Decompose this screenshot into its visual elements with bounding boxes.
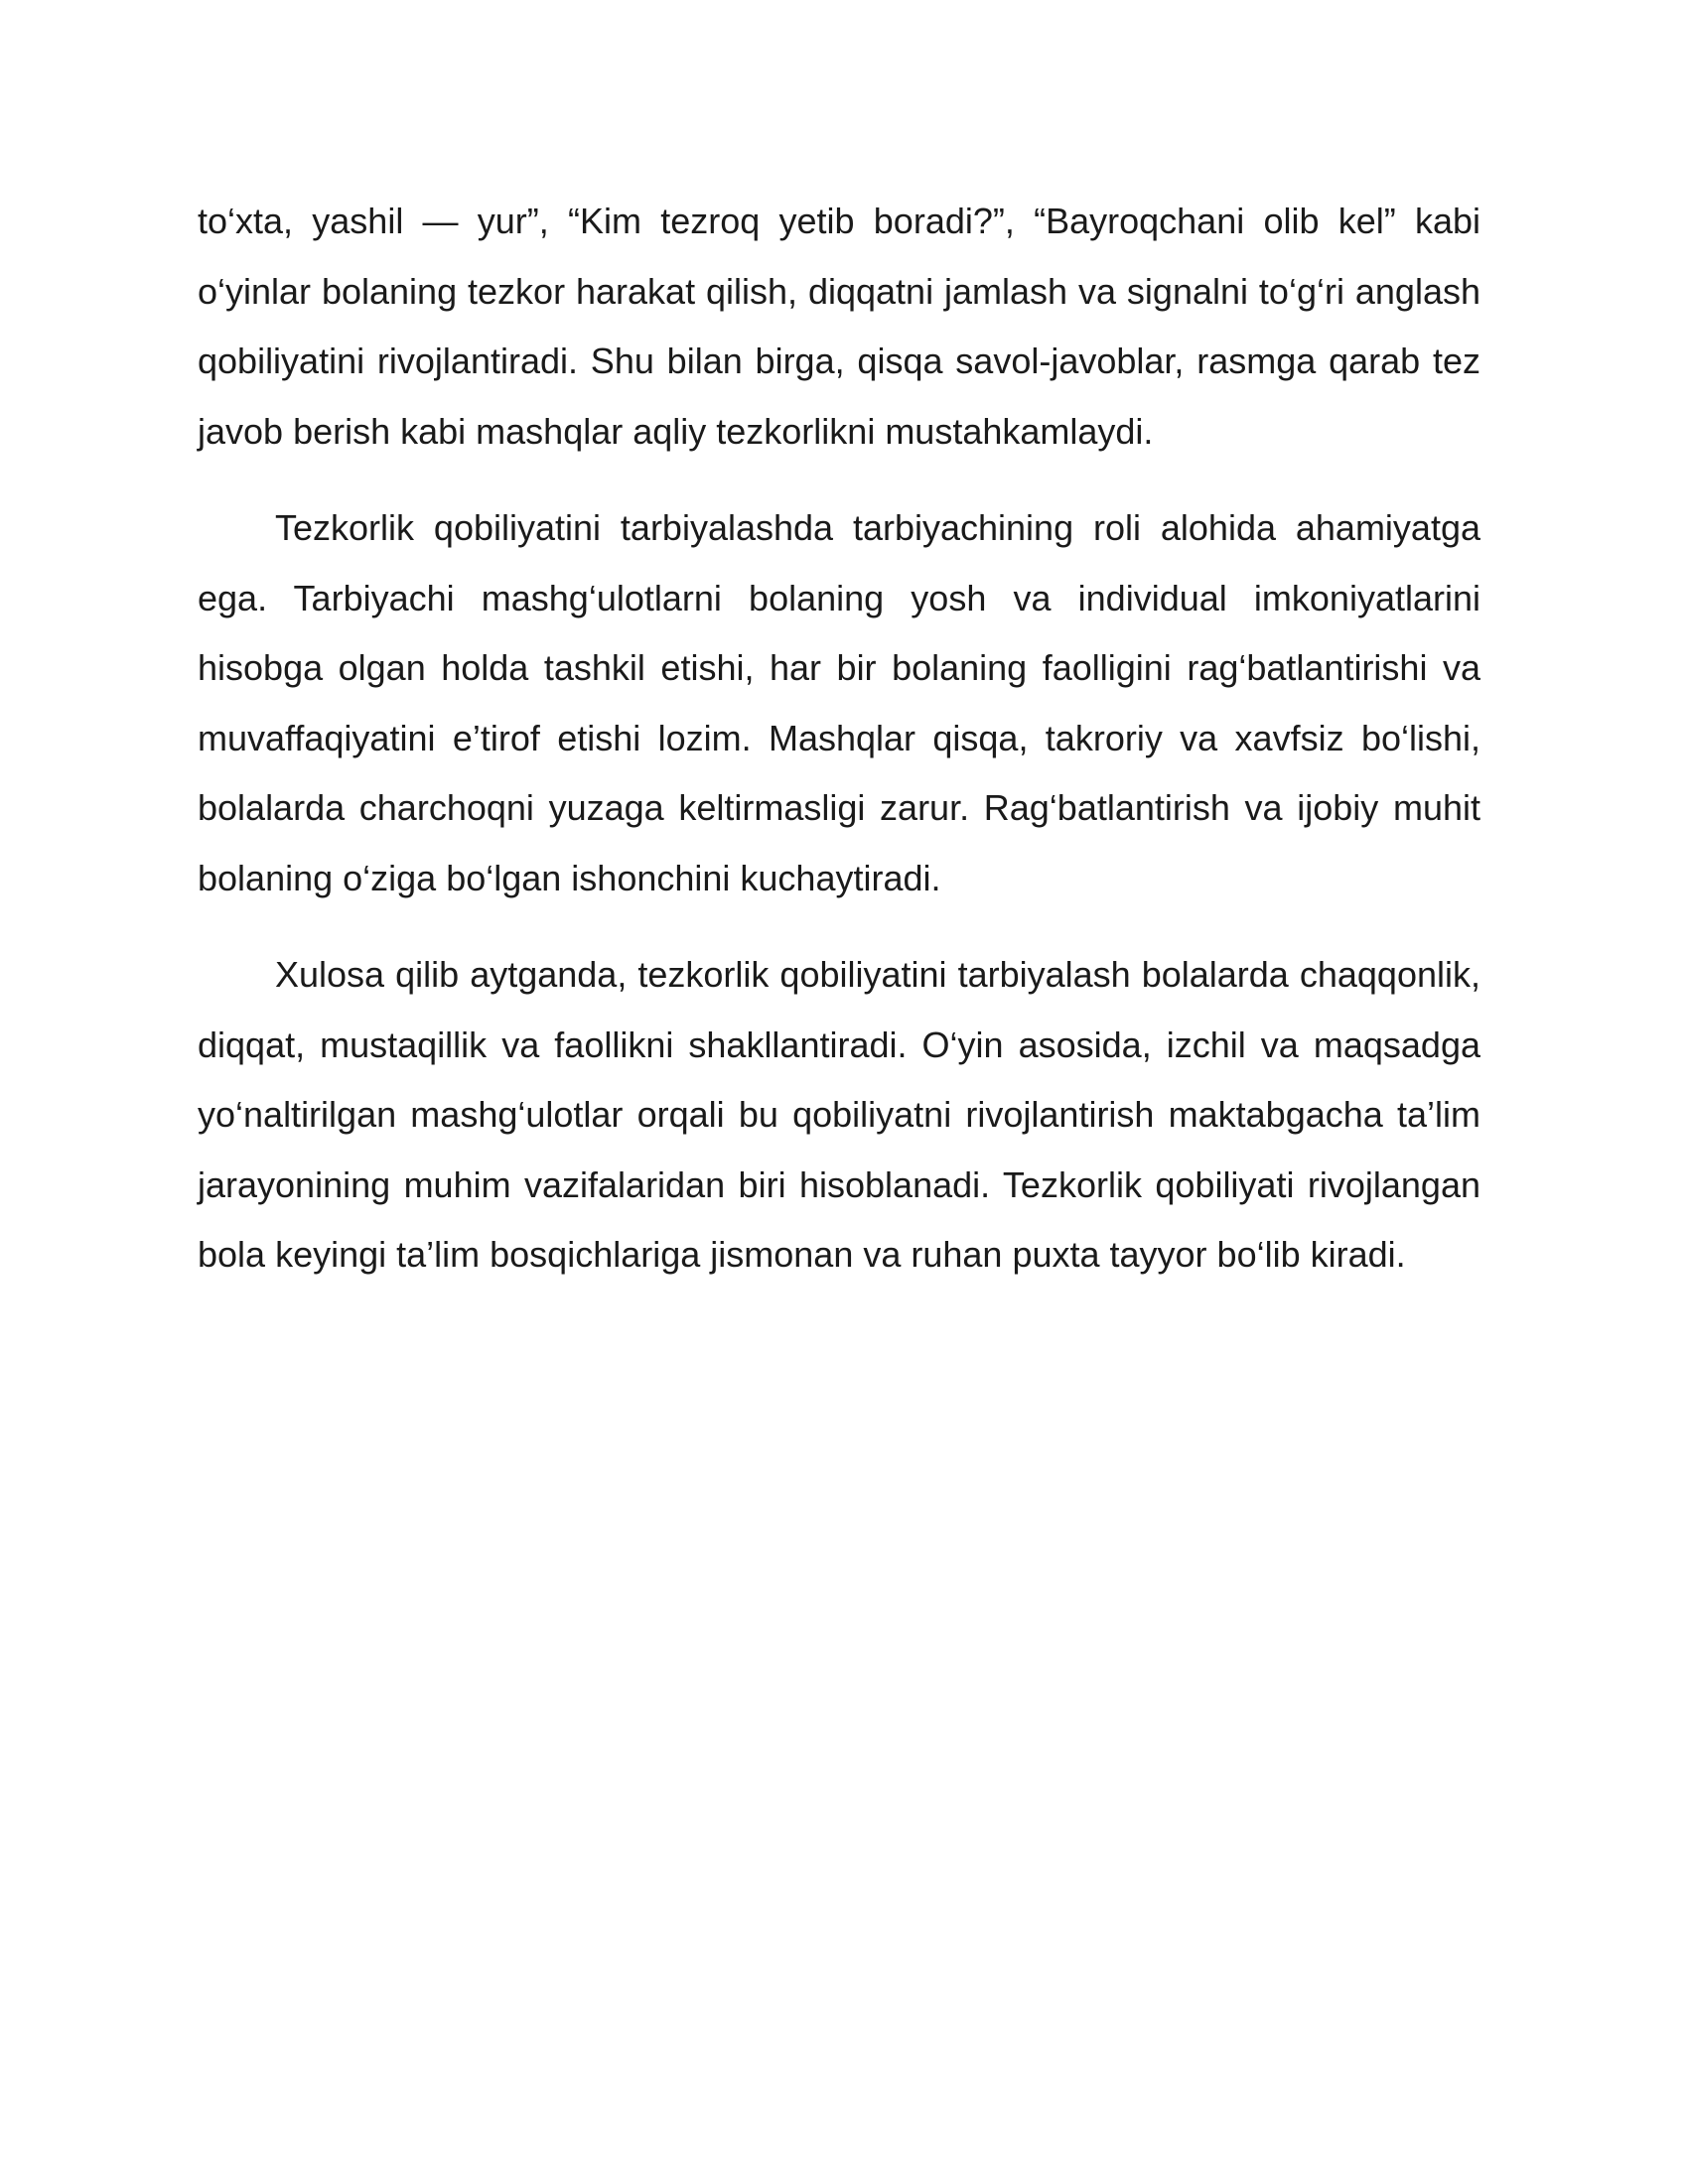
paragraph-continuation: to‘xta, yashil — yur”, “Kim tezroq yetib boradi?”, “Bayroqchani olib kel” kabi o‘yinlar bolaning tezkor harakat qilish, diqqatni jamlash va signalni to‘g‘ri anglash qobiliyatini rivojlantiradi. Shu bilan birga, qisqa savol-javoblar, rasmga qarab tez javob berish kabi mashqlar aqliy tezkorlikni mustahkamlaydi.: [198, 201, 1480, 452]
paragraph-conclusion: Xulosa qilib aytganda, tezkorlik qobiliyatini tarbiyalash bolalarda chaqqonlik, diqqat, mustaqillik va faollikni shakllantiradi. O‘yin asosida, izchil va maqsadga yo‘naltirilgan mashg‘ulotlar orqali bu qobiliyatni rivojlantirish maktabgacha ta’lim jarayonining muhim vazifalaridan biri hisoblanadi. Tezkorlik qobiliyati rivojlangan bola keyingi ta’lim bosqichlariga jismonan va ruhan puxta tayyor bo‘lib kiradi.: [198, 954, 1480, 1275]
paragraph-tarbiyachi-role: Tezkorlik qobiliyatini tarbiyalashda tarbiyachining roli alohida ahamiyatga ega. Tarbiyachi mashg‘ulotlarni bolaning yosh va individual imkoniyatlarini hisobga olgan holda tashkil etishi, har bir bolaning faolligini rag‘batlantirishi va muvaffaqiyatini e’tirof etishi lozim. Mashqlar qisqa, takroriy va xavfsiz bo‘lishi, bolalarda charchoqni yuzaga keltirmasligi zarur. Rag‘batlantirish va ijobiy muhit bolaning o‘ziga bo‘lgan ishonchini kuchaytiradi.: [198, 507, 1480, 898]
document-body: [198, 187, 1480, 1291]
